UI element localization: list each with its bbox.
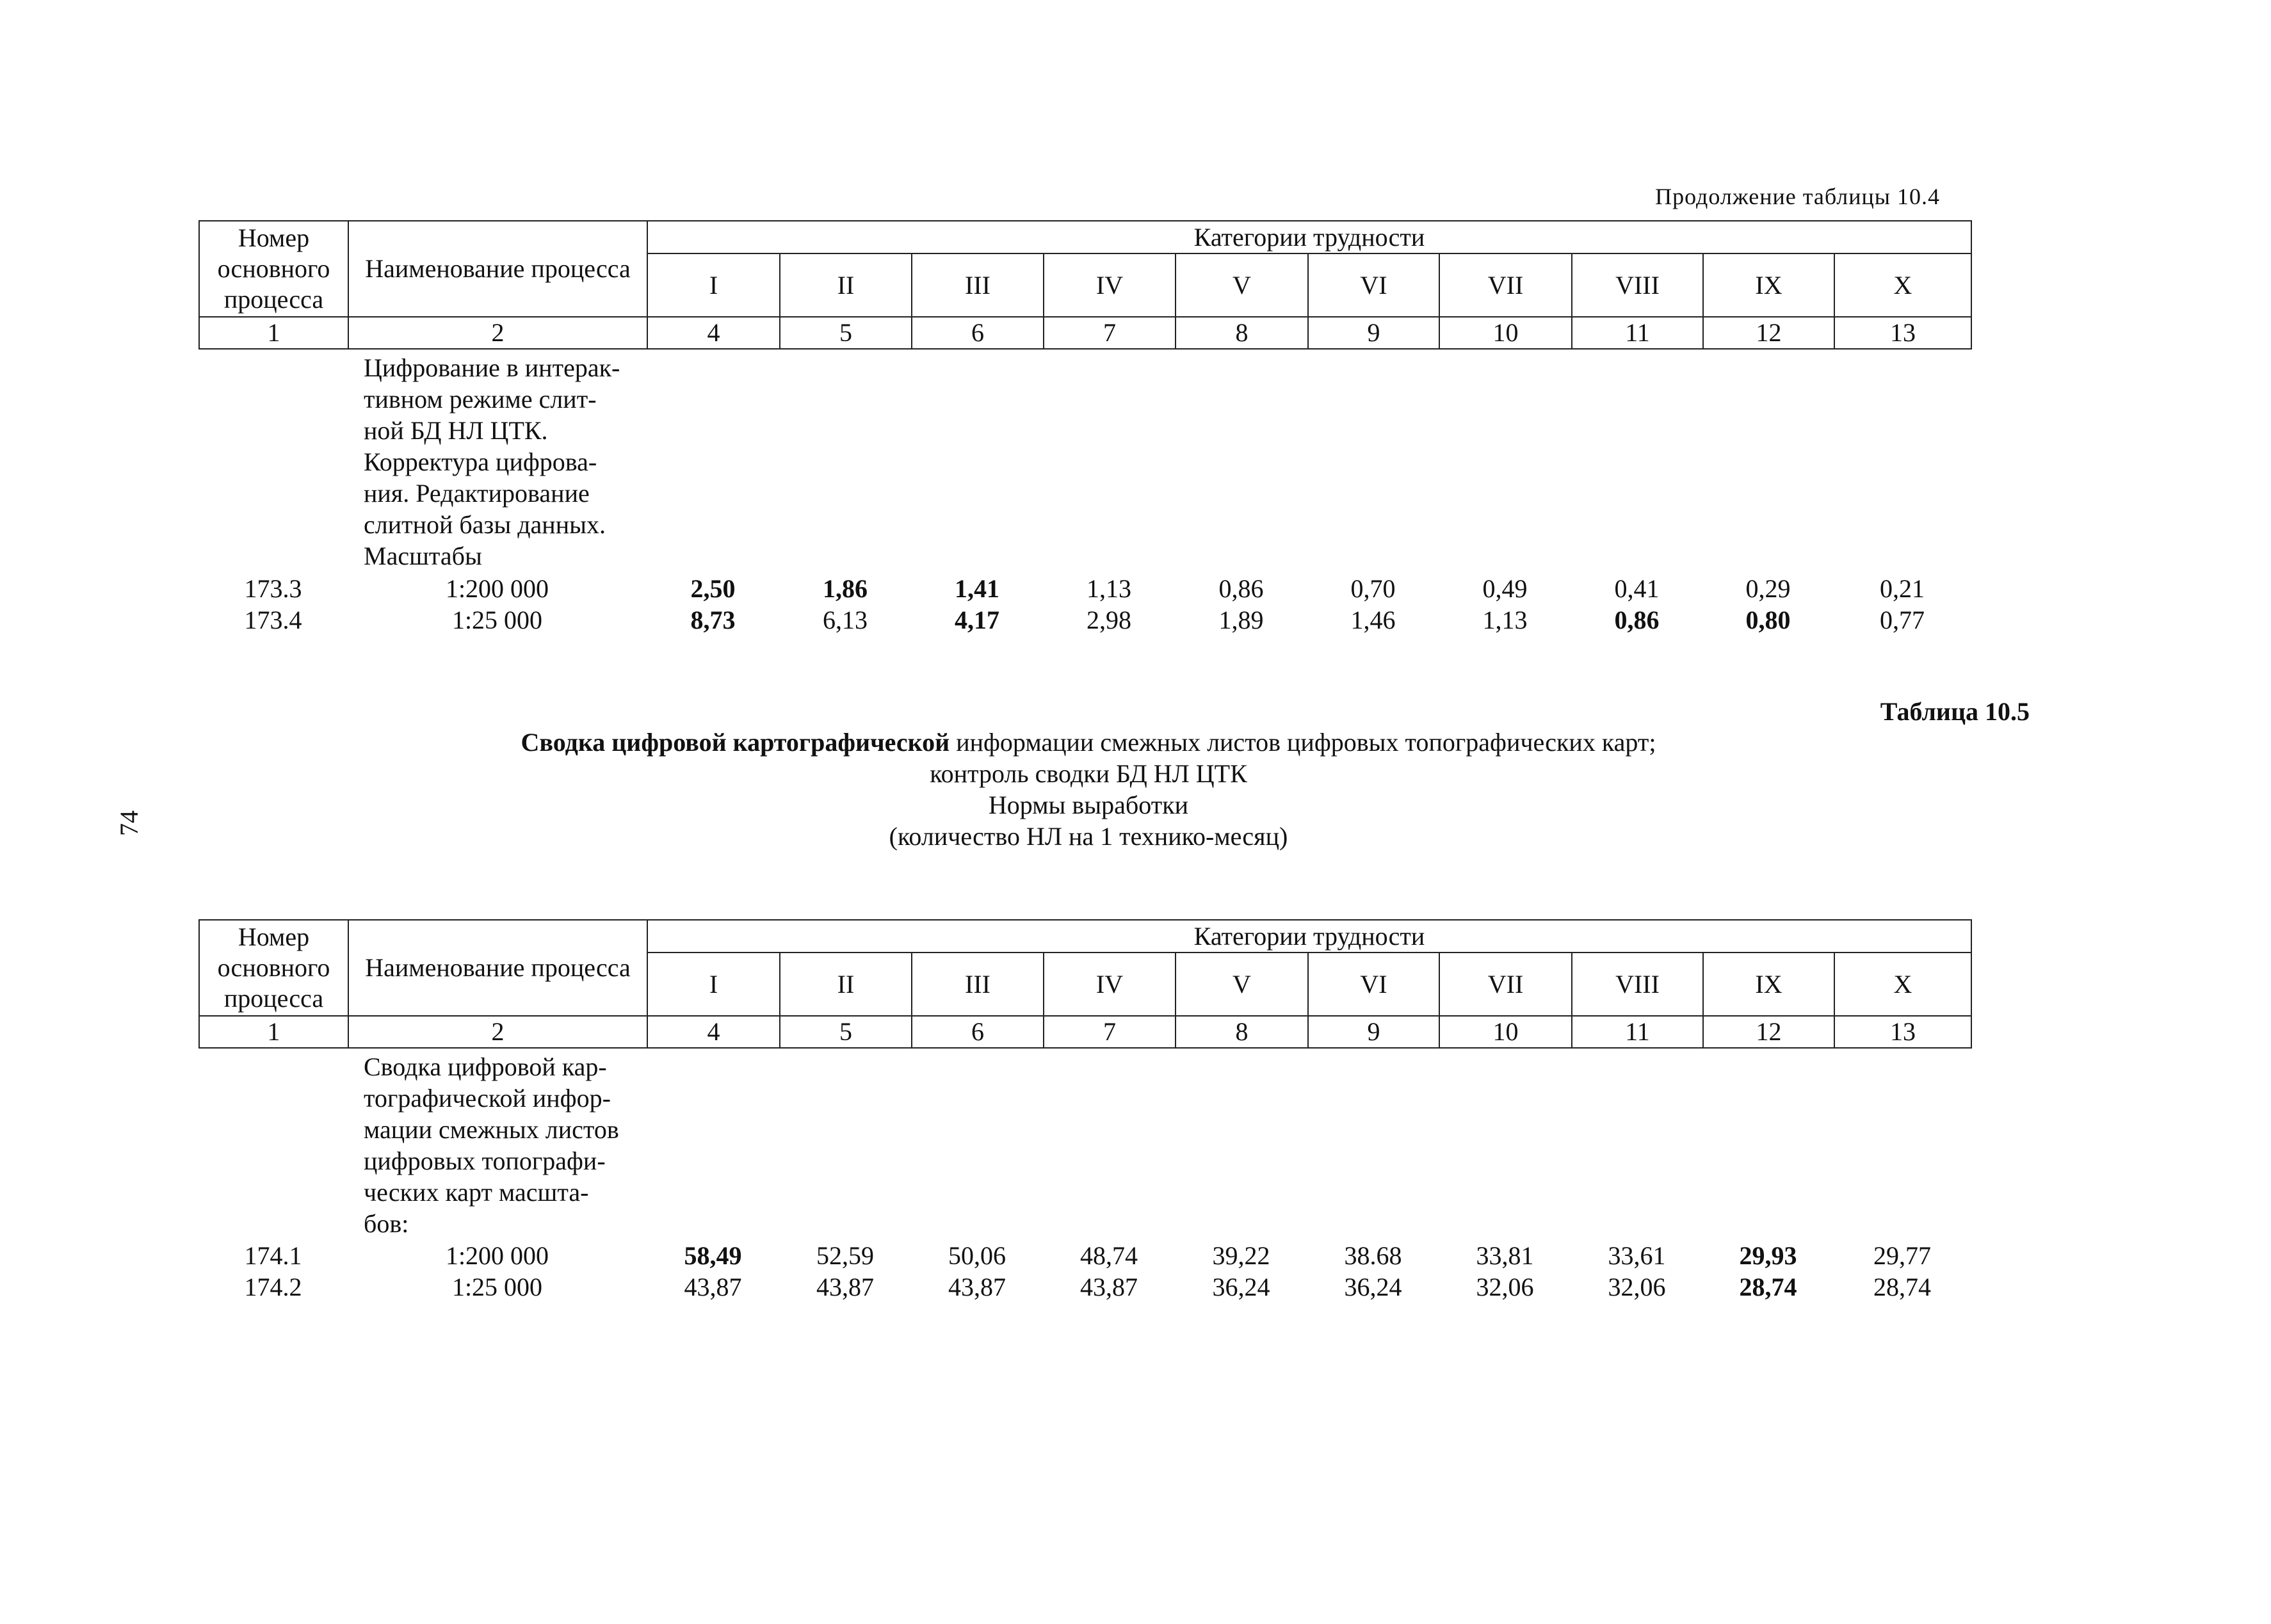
column-number: 7 bbox=[1044, 317, 1176, 349]
column-number: 5 bbox=[780, 317, 912, 349]
category-header: VI bbox=[1308, 953, 1439, 1016]
table-row: 173.3 1:200 000 2,50 1,86 1,41 1,13 0,86 0,70 0,49 0,41 0,29 0,21 bbox=[244, 574, 1925, 603]
column-number: 2 bbox=[348, 1016, 647, 1048]
table2-description: Сводка цифровой кар- тографической инфор- мации смежных листов цифровых топографи- ческих карт масшта- бов: bbox=[364, 1052, 619, 1238]
column-number: 1 bbox=[199, 1016, 348, 1048]
table2-header bbox=[198, 919, 1972, 1049]
column-number: 11 bbox=[1572, 317, 1703, 349]
category-header: II bbox=[780, 953, 912, 1016]
header-number-column: Номер основного процесса bbox=[199, 221, 348, 317]
category-header: IX bbox=[1703, 253, 1834, 317]
category-header: VIII bbox=[1572, 953, 1703, 1016]
header-categories: Категории трудности bbox=[647, 920, 1971, 953]
column-number: 13 bbox=[1834, 317, 1971, 349]
category-header: VIII bbox=[1572, 253, 1703, 317]
table-label: Таблица 10.5 bbox=[1880, 697, 2030, 726]
category-header: I bbox=[647, 953, 780, 1016]
column-number: 12 bbox=[1703, 317, 1834, 349]
column-number: 8 bbox=[1176, 1016, 1308, 1048]
category-header: IX bbox=[1703, 953, 1834, 1016]
continuation-label: Продолжение таблицы 10.4 bbox=[1655, 184, 1940, 209]
table-row: 173.4 1:25 000 8,73 6,13 4,17 2,98 1,89 1,46 1,13 0,86 0,80 0,77 bbox=[244, 606, 1925, 634]
column-number: 4 bbox=[647, 1016, 780, 1048]
column-number: 11 bbox=[1572, 1016, 1703, 1048]
category-header: VII bbox=[1439, 253, 1572, 317]
category-header: X bbox=[1834, 953, 1971, 1016]
column-number: 10 bbox=[1439, 1016, 1572, 1048]
header-number-column: Номер основного процесса bbox=[199, 920, 348, 1016]
table1-description: Цифрование в интерак- тивном режиме слит- ной БД НЛ ЦТК. Корректура цифрова- ния. Редактирование слитной базы данных. Масштабы bbox=[364, 353, 620, 570]
column-number: 1 bbox=[199, 317, 348, 349]
page-number: 74 bbox=[115, 810, 143, 836]
category-header: VI bbox=[1308, 253, 1439, 317]
table1-header bbox=[198, 220, 1972, 350]
column-number: 5 bbox=[780, 1016, 912, 1048]
category-header: III bbox=[912, 953, 1044, 1016]
category-header: II bbox=[780, 253, 912, 317]
table-row: 174.2 1:25 000 43,87 43,87 43,87 43,87 36,24 36,24 32,06 32,06 28,74 28,74 bbox=[244, 1273, 1931, 1301]
category-header: IV bbox=[1044, 953, 1176, 1016]
table-title: Сводка цифровой картографической информации смежных листов цифровых топографических карт; контроль сводки БД НЛ ЦТК Нормы выработки (количество НЛ на 1 технико-месяц) bbox=[521, 728, 1656, 851]
category-header: V bbox=[1176, 253, 1308, 317]
header-name-column: Наименование процесса bbox=[348, 221, 647, 317]
category-header: V bbox=[1176, 953, 1308, 1016]
column-number: 4 bbox=[647, 317, 780, 349]
category-header: III bbox=[912, 253, 1044, 317]
column-number: 6 bbox=[912, 317, 1044, 349]
column-number: 2 bbox=[348, 317, 647, 349]
category-header: VII bbox=[1439, 953, 1572, 1016]
column-number: 9 bbox=[1308, 1016, 1439, 1048]
header-categories: Категории трудности bbox=[647, 221, 1971, 253]
column-number: 10 bbox=[1439, 317, 1572, 349]
column-number: 7 bbox=[1044, 1016, 1176, 1048]
header-name-column: Наименование процесса bbox=[348, 920, 647, 1016]
column-number: 13 bbox=[1834, 1016, 1971, 1048]
category-header: I bbox=[647, 253, 780, 317]
category-header: IV bbox=[1044, 253, 1176, 317]
column-number: 8 bbox=[1176, 317, 1308, 349]
column-number: 12 bbox=[1703, 1016, 1834, 1048]
column-number: 9 bbox=[1308, 317, 1439, 349]
category-header: X bbox=[1834, 253, 1971, 317]
table-row: 174.1 1:200 000 58,49 52,59 50,06 48,74 39,22 38.68 33,81 33,61 29,93 29,77 bbox=[244, 1241, 1931, 1270]
column-number: 6 bbox=[912, 1016, 1044, 1048]
